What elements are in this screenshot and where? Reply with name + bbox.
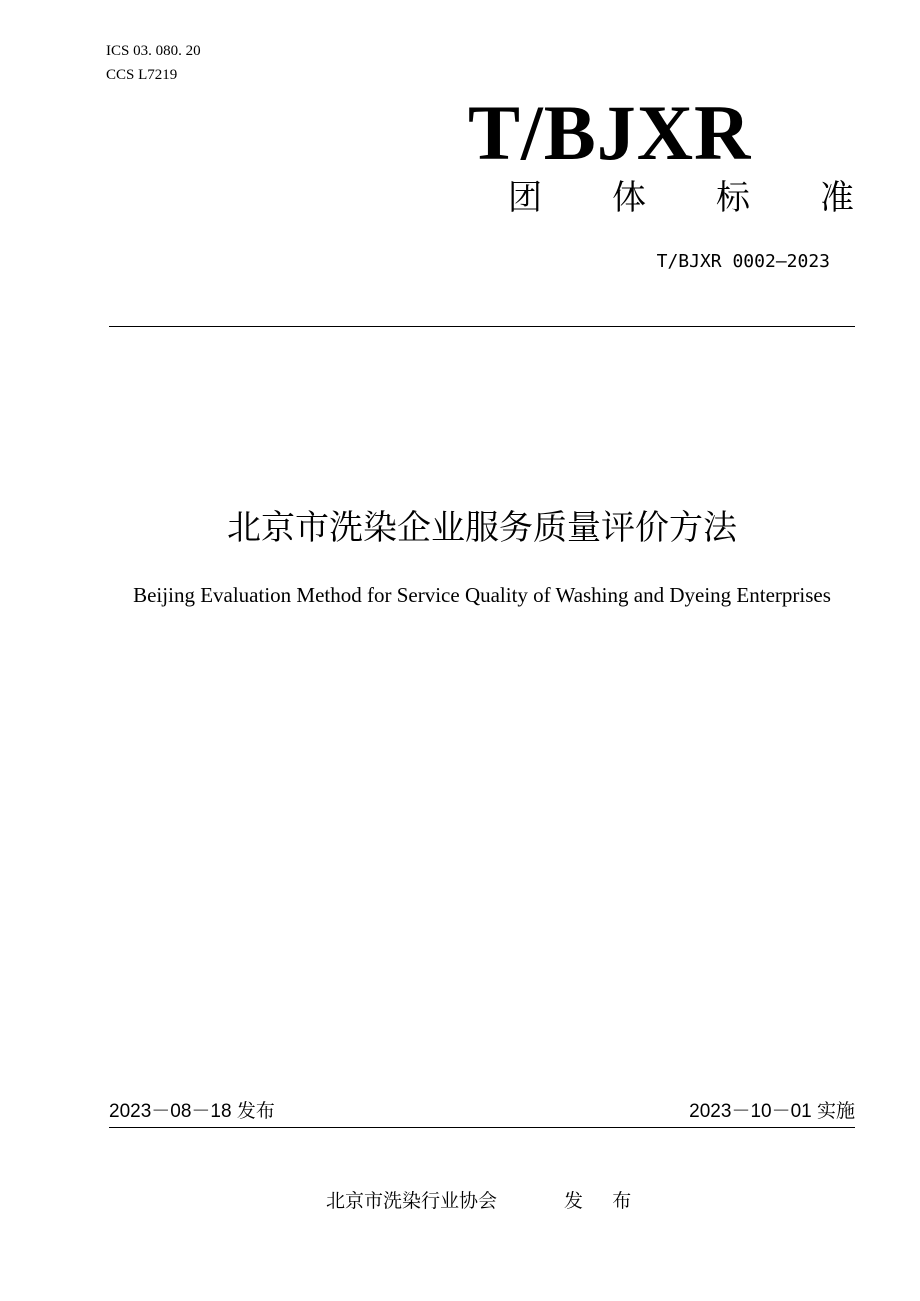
standard-type-heading [508, 176, 854, 220]
publisher-name: 北京市洗染行业协会 [326, 1191, 498, 1212]
bottom-divider [109, 1127, 855, 1128]
document-title-english: Beijing Evaluation Method for Service Quality of Washing and Dyeing Enterprises [133, 583, 831, 607]
standard-number: T/BJXR 0002—2023 [656, 251, 830, 272]
ccs-code: CCS L7219 [106, 67, 178, 83]
standard-type-char: 团 [508, 178, 542, 218]
implementation-date: 2023－10－01 实施 [689, 1101, 855, 1122]
standard-brand-mark: T/BJXR [468, 89, 752, 176]
standard-type-char: 标 [716, 178, 750, 218]
document-title-chinese: 北京市洗染企业服务质量评价方法 [227, 508, 737, 548]
top-divider [109, 326, 855, 327]
standard-type-char: 准 [820, 178, 854, 218]
standard-type-char: 体 [612, 178, 646, 218]
issue-date: 2023－08－18 发布 [109, 1101, 275, 1122]
ics-code: ICS 03. 080. 20 [106, 43, 201, 59]
publish-label: 发 布 [564, 1191, 644, 1212]
